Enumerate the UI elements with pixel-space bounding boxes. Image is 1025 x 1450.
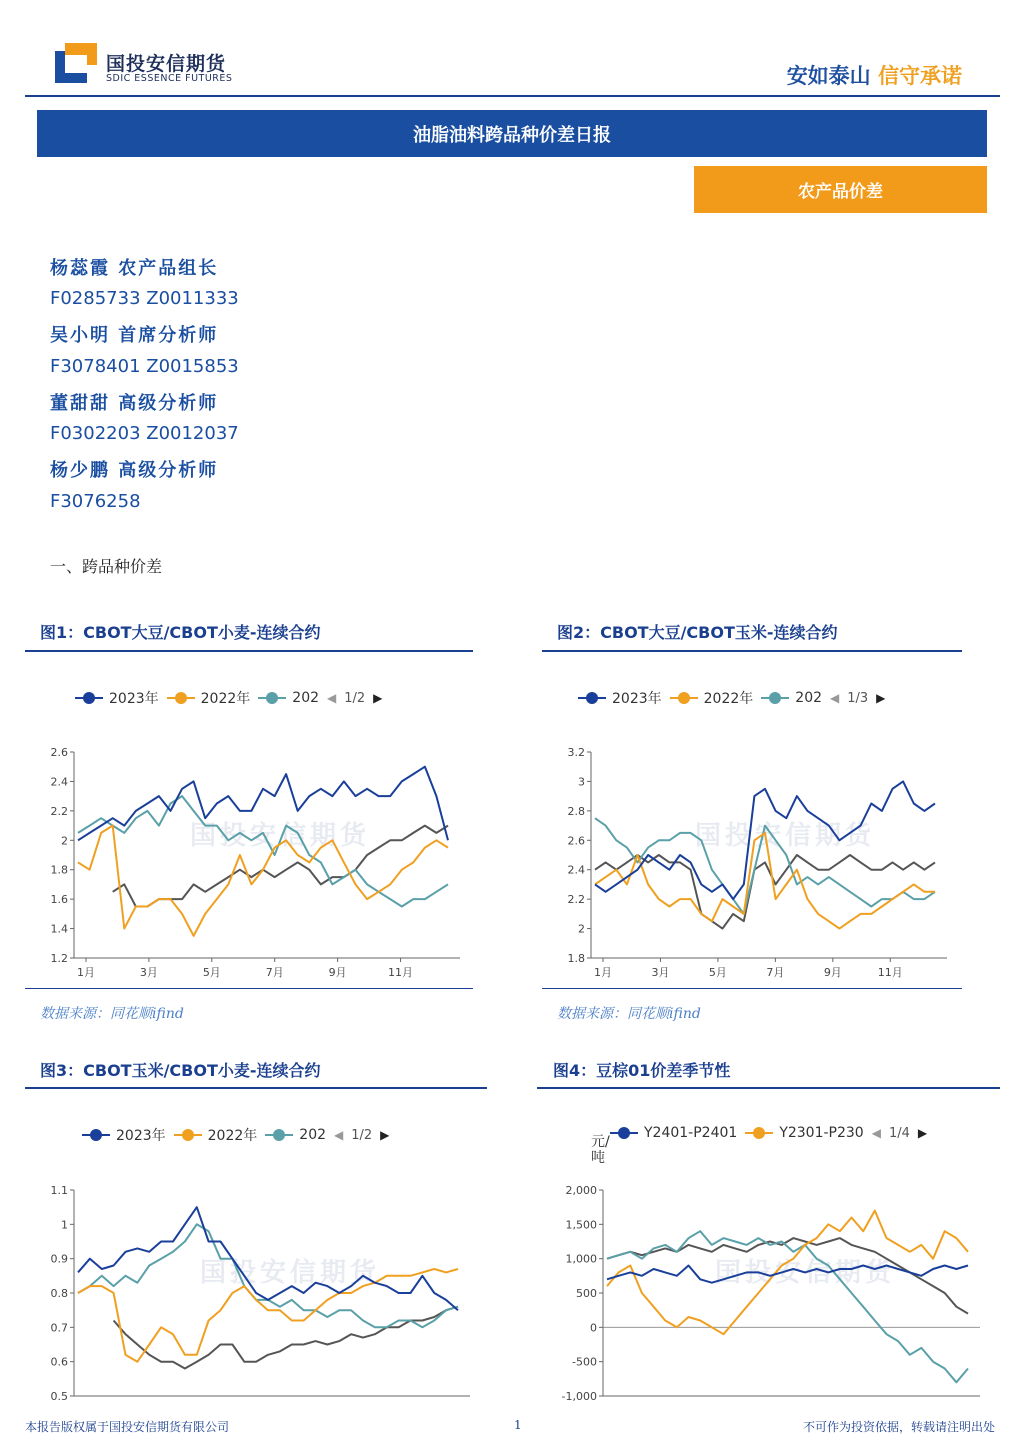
- company-logo-icon: [55, 43, 97, 83]
- x-tick-label: 7月: [265, 966, 284, 979]
- legend-label: Y2401-P2401: [644, 1125, 738, 1141]
- x-tick-label: 11月: [877, 966, 903, 979]
- legend-item[interactable]: [670, 688, 754, 708]
- y-tick-label: 2,000: [565, 1184, 597, 1197]
- series-line[interactable]: [607, 1231, 968, 1382]
- legend-label: 202: [795, 690, 823, 706]
- report-title: 油脂油料跨品种价差日报: [413, 124, 611, 146]
- analyst-id-4: F3076258: [50, 491, 141, 512]
- figure-2-bottom-rule: [542, 988, 962, 989]
- y-tick-label: 0.8: [50, 1287, 68, 1300]
- figure-1-source: 数据来源：同花顺ifind: [40, 1006, 184, 1022]
- figure-2-top-rule: [542, 650, 962, 652]
- watermark: 国投安信期货: [715, 1258, 896, 1288]
- x-tick-label: 5月: [708, 966, 727, 979]
- analyst-id-1: F0285733 Z0011333: [50, 288, 239, 309]
- y-tick-label: 2: [61, 834, 68, 848]
- legend-label: 202: [299, 1127, 327, 1143]
- legend-next-icon[interactable]: ▶: [876, 691, 886, 705]
- legend-marker-icon: [610, 1127, 638, 1139]
- y-tick-label: 3.2: [567, 746, 585, 759]
- footer-copyright: 本报告版权属于国投安信期货有限公司: [25, 1420, 230, 1434]
- legend-marker-icon: [761, 692, 789, 704]
- legend-item[interactable]: [167, 688, 251, 708]
- legend-marker-icon: [258, 692, 286, 704]
- legend-item[interactable]: [761, 690, 822, 706]
- page-number: 1: [514, 1418, 522, 1432]
- watermark: 国投安信期货: [190, 821, 371, 851]
- y-tick-label: 1.6: [50, 893, 68, 907]
- legend-label: 2023年: [116, 1128, 166, 1144]
- y-tick-label: 2.6: [50, 746, 68, 759]
- legend-pager: 1/4: [888, 1125, 910, 1141]
- legend-item[interactable]: [82, 1125, 166, 1145]
- x-tick-label: 9月: [823, 966, 842, 979]
- legend-pager: 1/3: [847, 690, 869, 706]
- figure-1-chart: [30, 740, 470, 980]
- legend-label: 2022年: [200, 691, 251, 707]
- figure-4-unit: 元/吨: [591, 1134, 610, 1166]
- series-line[interactable]: [595, 833, 935, 929]
- legend-prev-icon[interactable]: ◀: [327, 691, 337, 705]
- x-tick-label: 9月: [328, 966, 347, 979]
- y-tick-label: 2.2: [50, 804, 68, 818]
- figure-4-top-rule: [537, 1087, 1000, 1089]
- figure-3-top-rule: [25, 1087, 487, 1089]
- figure-4-title: 图4：豆棕01价差季节性: [553, 1061, 731, 1080]
- category-tag: [694, 166, 987, 213]
- report-title-bar: [37, 110, 987, 157]
- y-tick-label: 0.7: [50, 1321, 68, 1335]
- y-tick-label: 2: [578, 922, 585, 936]
- y-tick-label: 0.9: [50, 1252, 68, 1266]
- section-title: 一、跨品种价差: [50, 557, 163, 576]
- header-divider: [25, 95, 1000, 97]
- y-tick-label: 2.8: [567, 804, 585, 818]
- legend-item[interactable]: [75, 688, 159, 708]
- legend-item[interactable]: [265, 1127, 326, 1143]
- y-tick-label: 1.2: [50, 952, 68, 965]
- legend-marker-icon: [265, 1129, 293, 1141]
- legend-marker-icon: [174, 1129, 202, 1141]
- series-line[interactable]: [595, 855, 935, 929]
- y-tick-label: 2.4: [50, 775, 68, 789]
- y-tick-label: 0.5: [50, 1390, 68, 1403]
- slogan-part-a: 安如泰山: [786, 64, 871, 88]
- legend-marker-icon: [745, 1127, 773, 1139]
- legend-label: Y2301-P230: [779, 1125, 864, 1141]
- x-tick-label: 1月: [594, 966, 612, 979]
- watermark: 国投安信期货: [200, 1258, 381, 1288]
- x-tick-label: 1月: [77, 966, 95, 979]
- watermark: 国投安信期货: [695, 821, 876, 851]
- footer-disclaimer: 不可作为投资依据，转载请注明出处: [802, 1420, 995, 1434]
- x-tick-label: 5月: [202, 966, 221, 979]
- analyst-name-1: 杨蕊霞 农产品组长: [50, 258, 219, 279]
- logo-en-text: SDIC ESSENCE FUTURES: [106, 73, 233, 84]
- analyst-id-2: F3078401 Z0015853: [50, 356, 239, 377]
- figure-2-title: 图2：CBOT大豆/CBOT玉米-连续合约: [557, 623, 838, 642]
- legend-marker-icon: [75, 692, 103, 704]
- figure-1-bottom-rule: [25, 988, 473, 989]
- figure-2-source: 数据来源：同花顺ifind: [557, 1006, 701, 1022]
- legend-label: 2023年: [109, 691, 159, 707]
- y-tick-label: 0: [590, 1321, 597, 1335]
- legend-next-icon[interactable]: ▶: [917, 1126, 928, 1140]
- legend-item[interactable]: [745, 1125, 863, 1141]
- legend-item[interactable]: [578, 688, 662, 708]
- legend-label: 2022年: [207, 1128, 258, 1144]
- legend-pager: 1/2: [351, 1127, 373, 1143]
- category-tag-label: 农产品价差: [798, 182, 883, 202]
- y-tick-label: 1.1: [50, 1184, 68, 1197]
- analyst-id-3: F0302203 Z0012037: [50, 423, 239, 444]
- series-line[interactable]: [607, 1211, 968, 1335]
- slogan-part-b: 信守承诺: [878, 64, 962, 88]
- legend-label: 202: [292, 690, 320, 706]
- y-tick-label: 1.4: [50, 922, 68, 936]
- analyst-name-2: 吴小明 首席分析师: [50, 325, 219, 346]
- x-tick-label: 7月: [766, 966, 785, 979]
- legend-prev-icon[interactable]: ◀: [334, 1128, 344, 1142]
- x-tick-label: 11月: [388, 966, 414, 979]
- figure-4-chart: [545, 1178, 990, 1408]
- legend-label: 2023年: [612, 691, 662, 707]
- x-tick-label: 3月: [651, 966, 670, 979]
- y-tick-label: 1: [61, 1218, 68, 1232]
- legend-marker-icon: [670, 692, 698, 704]
- figure-3-title: 图3：CBOT玉米/CBOT小麦-连续合约: [40, 1061, 321, 1080]
- y-tick-label: 1.8: [50, 863, 68, 877]
- legend-item[interactable]: [258, 690, 319, 706]
- logo-cn-text: 国投安信期货: [106, 53, 227, 75]
- analyst-name-3: 董甜甜 高级分析师: [50, 393, 219, 414]
- y-tick-label: 3: [578, 775, 585, 789]
- legend-next-icon[interactable]: ▶: [380, 1128, 390, 1142]
- figure-3-legend: [82, 1125, 389, 1145]
- figure-2-legend: [578, 688, 885, 708]
- series-line[interactable]: [78, 1269, 458, 1362]
- legend-next-icon[interactable]: ▶: [373, 691, 383, 705]
- legend-marker-icon: [167, 692, 195, 704]
- slogan: [787, 60, 962, 90]
- legend-prev-icon[interactable]: ◀: [871, 1126, 881, 1140]
- y-tick-label: 2.6: [567, 834, 585, 848]
- y-tick-label: 1,500: [565, 1218, 597, 1232]
- series-line[interactable]: [607, 1266, 968, 1283]
- figure-1-legend: [75, 688, 382, 708]
- legend-item[interactable]: [610, 1125, 737, 1141]
- series-line[interactable]: [78, 767, 448, 841]
- series-line[interactable]: [78, 1207, 458, 1310]
- figure-1-top-rule: [25, 650, 473, 652]
- y-tick-label: 2.2: [567, 893, 585, 907]
- figure-1-title: 图1：CBOT大豆/CBOT小麦-连续合约: [40, 623, 321, 642]
- x-tick-label: 3月: [139, 966, 158, 979]
- y-tick-label: 1,000: [565, 1252, 597, 1266]
- figure-4-legend: [610, 1125, 927, 1141]
- legend-item[interactable]: [174, 1125, 258, 1145]
- legend-pager: 1/2: [344, 690, 366, 706]
- y-tick-label: -500: [572, 1355, 597, 1369]
- y-tick-label: 0.6: [50, 1355, 68, 1369]
- y-tick-label: 500: [576, 1287, 597, 1300]
- figure-3-chart: [30, 1178, 480, 1408]
- series-line[interactable]: [78, 826, 448, 936]
- y-tick-label: 1.8: [567, 952, 585, 965]
- y-tick-label: -1,000: [561, 1390, 597, 1403]
- legend-prev-icon[interactable]: ◀: [830, 691, 840, 705]
- analyst-name-4: 杨少鹏 高级分析师: [50, 460, 219, 481]
- y-tick-label: 2.4: [567, 863, 585, 877]
- legend-marker-icon: [578, 692, 606, 704]
- legend-marker-icon: [82, 1129, 110, 1141]
- legend-label: 2022年: [703, 691, 754, 707]
- figure-2-chart: [547, 740, 957, 980]
